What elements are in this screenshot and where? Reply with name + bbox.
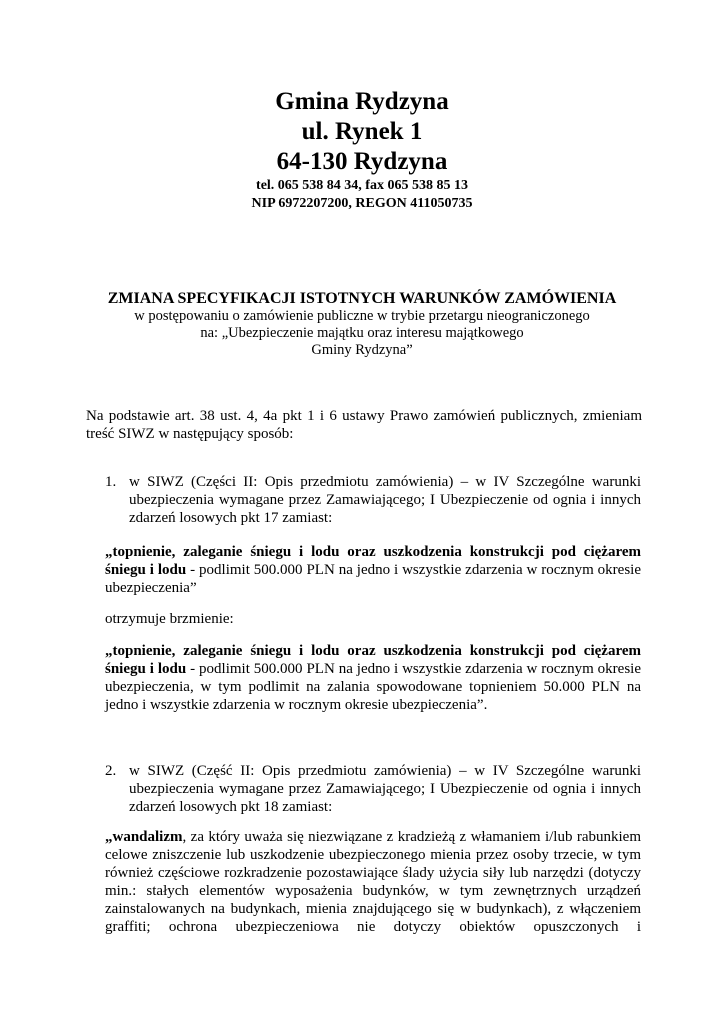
item-number: 1. [105, 474, 117, 490]
item-text: w SIWZ (Część II: Opis przedmiotu zamówienia) – w IV Szczególne warunki ubezpieczenia wymagane przez Zamawiającego; I Ubezpieczenie od ognia i innych zdarzeń losowych pkt 18 zamiast: [129, 763, 641, 815]
quote-new-1 [105, 642, 641, 714]
quote-rest: - podlimit 500.000 PLN na jedno i wszystkie zdarzenia w rocznym okresie ubezpieczenia” [105, 562, 641, 596]
postal-city: 64-130 Rydzyna [276, 148, 448, 175]
quote-old-2 [105, 828, 641, 936]
title-main: ZMIANA SPECYFIKACJI ISTOTNYCH WARUNKÓW ZAMÓWIENIA [107, 290, 617, 307]
title-sub-1: w postępowaniu o zamówienie publiczne w trybie przetargu nieograniczonego [134, 308, 590, 324]
title-sub-3: Gminy Rydzyna” [311, 342, 413, 358]
contact-line: tel. 065 538 84 34, fax 065 538 85 13 [256, 178, 468, 193]
quote-bold: „topnienie, zaleganie śniegu i lodu oraz uszkodzenia konstrukcji pod ciężarem śniegu i lodu [105, 643, 641, 677]
street-address: ul. Rynek 1 [301, 118, 423, 145]
list-item-1 [105, 473, 641, 527]
document-title [0, 289, 724, 359]
quote-rest: - podlimit 500.000 PLN na jedno i wszystkie zdarzenia w rocznym okresie ubezpieczenia, w tym podlimit na zalania spowodowane topnieniem 50.000 PLN na jedno i wszystkie zdarzenia w rocznym okresie ubezpieczenia”. [105, 661, 641, 713]
title-sub-2: na: „Ubezpieczenie majątku oraz interesu majątkowego [200, 325, 524, 341]
receives-label: otrzymuje brzmienie: [105, 611, 234, 627]
quote-bold: „wandalizm [105, 829, 183, 845]
list-item-2 [105, 762, 641, 816]
letterhead [0, 87, 724, 213]
item-text: w SIWZ (Części II: Opis przedmiotu zamówienia) – w IV Szczególne warunki ubezpieczenia wymagane przez Zamawiającego; I Ubezpieczenie od ognia i innych zdarzeń losowych pkt 17 zamiast: [129, 474, 641, 526]
quote-rest: , za który uważa się niezwiązane z kradzieżą z włamaniem i/lub rabunkiem celowe zniszczenie lub uszkodzenie ubezpieczonego mienia przez osoby trzecie, w tym również częściowe rozkradzenie pozostawiające ślady użycia siły lub narzędzi (dotyczy min.: stałych elementów wyposażenia budynków, w tym zewnętrznych urządzeń zainstalowanych na budynkach, mienia znajdującego się w budynkach), z włączeniem graffiti; ochrona ubezpieczeniowa nie dotyczy obiektów opuszczonych i [105, 829, 641, 935]
intro-paragraph: Na podstawie art. 38 ust. 4, 4a pkt 1 i 6 ustawy Prawo zamówień publicznych, zmieniam treść SIWZ w następujący sposób: [86, 408, 642, 442]
quote-old-1 [105, 543, 641, 597]
tax-ids: NIP 6972207200, REGON 411050735 [251, 196, 473, 211]
item-number: 2. [105, 763, 117, 779]
municipality-name: Gmina Rydzyna [275, 88, 449, 115]
quote-bold: „topnienie, zaleganie śniegu i lodu oraz uszkodzenia konstrukcji pod ciężarem śniegu i lodu [105, 544, 641, 578]
